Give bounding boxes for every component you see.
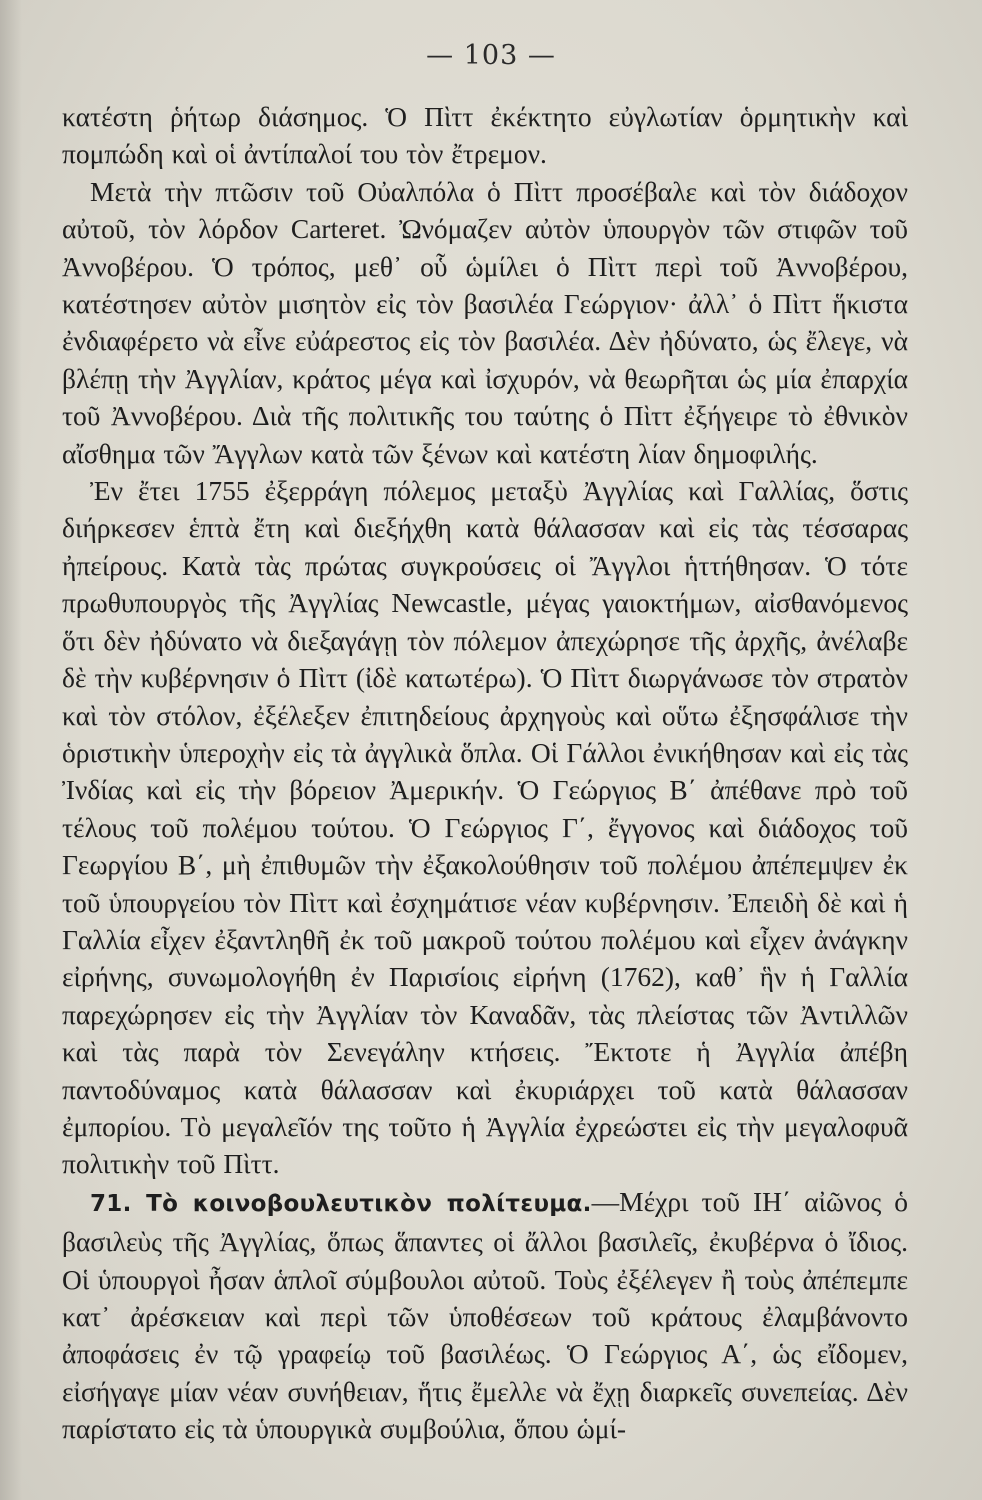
paragraph-2: Μετὰ τὴν πτῶσιν τοῦ Οὐαλπόλα ὁ Πὶττ προσέβαλε καὶ τὸν διάδοχον αὐτοῦ, τὸν λόρδον Carteret. Ὠνόμαζεν αὐτὸν ὑπουργὸν τῶν στιφῶν τοῦ Ἀννοβέρου. Ὁ τρόπος, μεθ᾽ οὗ ὡμίλει ὁ Πὶττ περὶ τοῦ Ἀννοβέρου, κατέστησεν αὐτὸν μισητὸν εἰς τὸν βασιλέα Γεώργιον· ἀλλ᾽ ὁ Πὶττ ἥκιστα ἐνδιαφέρετο νὰ εἶνε εὐάρεστος εἰς τὸν βασιλέα. Δὲν ἠδύνατο, ὡς ἔλεγε, νὰ βλέπῃ τὴν Ἀγγλίαν, κράτος μέγα καὶ ἰσχυρόν, νὰ θεωρῆται ὡς μία ἐπαρχία τοῦ Ἀννοβέρου. Διὰ τῆς πολιτικῆς του ταύτης ὁ Πὶττ ἐξήγειρε τὸ ἐθνικὸν αἴσθημα τῶν Ἄγγλων κατὰ τῶν ξένων καὶ κατέστη λίαν δημοφιλής.	[62, 175, 908, 469]
body-text	[62, 98, 908, 1448]
gutter-shadow	[0, 0, 22, 1500]
paragraph-3: Ἐν ἔτει 1755 ἐξερράγη πόλεμος μεταξὺ Ἀγγλίας καὶ Γαλλίας, ὅστις διήρκεσεν ἑπτὰ ἔτη καὶ διεξήχθη κατὰ θάλασσαν καὶ εἰς τὰς τέσσαρας ἠπείρους. Κατὰ τὰς πρώτας συγκρούσεις οἱ Ἄγγλοι ἡττήθησαν. Ὁ τότε πρωθυπουργὸς τῆς Ἀγγλίας Newcastle, μέγας γαιοκτήμων, αἰσθανόμενος ὅτι δὲν ἠδύνατο νὰ διεξαγάγῃ τὸν πόλεμον ἀπεχώρησε τῆς ἀρχῆς, ἀνέλαβε δὲ τὴν κυβέρνησιν ὁ Πὶττ (ἰδὲ κατωτέρω). Ὁ Πὶττ διωργάνωσε τὸν στρατὸν καὶ τὸν στόλον, ἐξέλεξεν ἐπιτηδείους ἀρχηγοὺς καὶ οὕτω ἐξησφάλισε τὴν ὁριστικὴν ὑπεροχὴν εἰς τὰ ἀγγλικὰ ὅπλα. Οἱ Γάλλοι ἐνικήθησαν καὶ εἰς τὰς Ἰνδίας καὶ εἰς τὴν βόρειον Ἀμερικήν. Ὁ Γεώργιος Β΄ ἀπέθανε πρὸ τοῦ τέλους τοῦ πολέμου τούτου. Ὁ Γεώργιος Γ΄, ἔγγονος καὶ διάδοχος τοῦ Γεωργίου Β΄, μὴ ἐπιθυμῶν τὴν ἐξακολούθησιν τοῦ πολέμου ἀπέπεμψεν ἐκ τοῦ ὑπουργείου τὸν Πὶττ καὶ ἐσχημάτισε νέαν κυβέρνησιν. Ἐπειδὴ δὲ καὶ ἡ Γαλλία εἶχεν ἐξαντληθῆ ἐκ τοῦ μακροῦ τούτου πολέμου καὶ εἶχεν ἀνάγκην εἰρήνης, συνωμολογήθη ἐν Παρισίοις εἰρήνη (1762), καθ᾽ ἣν ἡ Γαλλία παρεχώρησεν εἰς τὴν Ἀγγλίαν τὸν Καναδᾶν, τὰς πλείστας τῶν Ἀντιλλῶν καὶ τὰς παρὰ τὸν Σενεγάλην κτήσεις. Ἔκτοτε ἡ Ἀγγλία ἀπέβη παντοδύναμος κατὰ θάλασσαν καὶ ἐκυριάρχει τοῦ κατὰ θάλασσαν ἐμπορίου. Τὸ μεγαλεῖόν της τοῦτο ἡ Ἀγγλία ἐχρεώστει εἰς τὴν μεγαλοφυᾶ πολιτικὴν τοῦ Πὶττ.	[62, 475, 908, 1180]
page-number: — 103 —	[426, 40, 556, 71]
paragraph-1: κατέστη ῥήτωρ διάσημος. Ὁ Πὶττ ἐκέκτητο εὐγλωτίαν ὁρμητικὴν καὶ πομπώδη καὶ οἱ ἀντίπαλοί του τὸν ἔτρεμον.	[62, 101, 908, 170]
section-text: —Μέχρι τοῦ ΙΗ΄ αἰῶνος ὁ βασιλεὺς τῆς Ἀγγλίας, ὅπως ἅπαντες οἱ ἄλλοι βασιλεῖς, ἐκυβέρνα ὁ ἴδιος. Οἱ ὑπουργοὶ ἦσαν ἁπλοῖ σύμβουλοι αὐτοῦ. Τοὺς ἐξέλεγεν ἢ τοὺς ἀπέπεμπε κατ᾽ ἀρέσκειαν καὶ περὶ τῶν ὑποθέσεων τοῦ κράτους ἐλαμβάνοντο ἀποφάσεις ἐν τῷ γραφείῳ τοῦ βασιλέως. Ὁ Γεώργιος Α΄, ὡς εἴδομεν, εἰσήγαγε μίαν νέαν συνήθειαν, ἥτις ἔμελλε νὰ ἔχῃ διαρκεῖς συνεπείας. Δὲν παρίστατο εἰς τὰ ὑπουργικὰ συμβούλια, ὅπου ὡμί-	[62, 1185, 909, 1445]
section-71-paragraph	[62, 1183, 908, 1448]
section-heading: 71. Τὸ κοινοβουλευτικὸν πολίτευμα.	[90, 1190, 592, 1217]
